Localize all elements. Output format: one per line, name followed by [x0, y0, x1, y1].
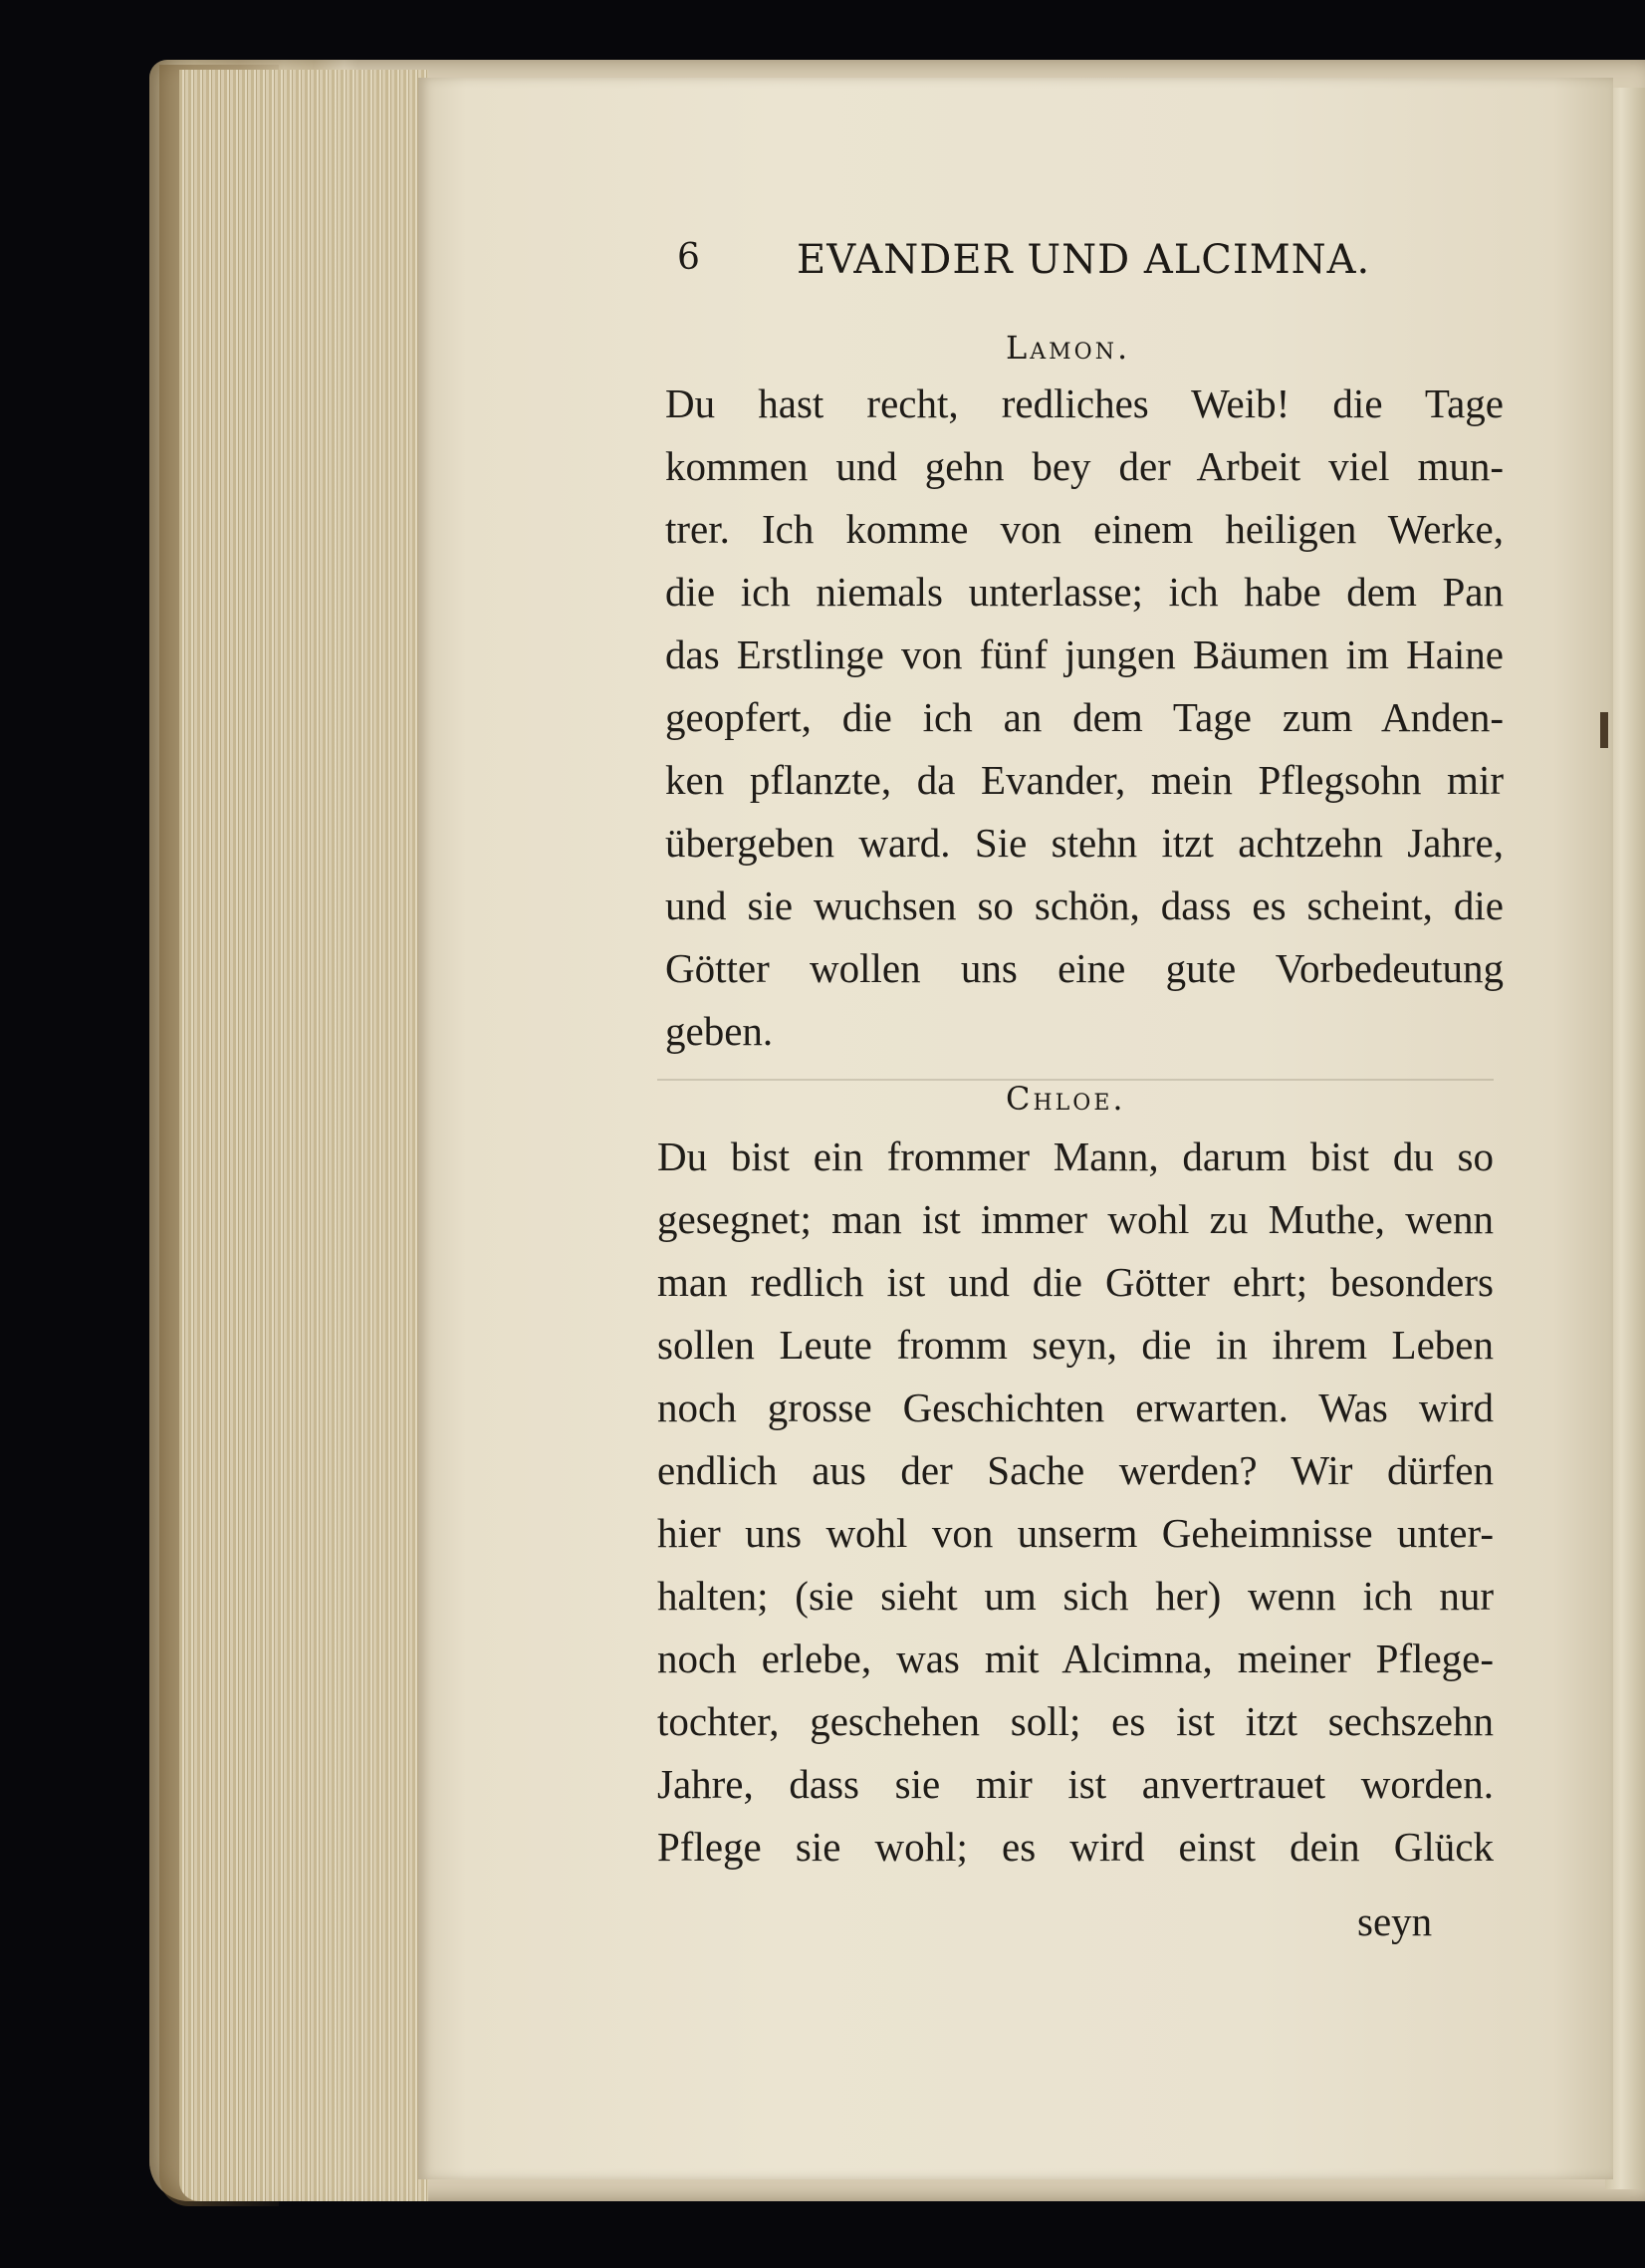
text-line: die ich niemals unterlasse; ich habe dem Pan [665, 569, 1504, 615]
chloe-speech [657, 1126, 1494, 1879]
text-line: noch grosse Geschichten erwarten. Was wird [657, 1385, 1494, 1430]
text-line: halten; (sie sieht um sich her) wenn ich nur [657, 1573, 1494, 1619]
text-line: noch erlebe, was mit Alcimna, meiner Pflege- [657, 1636, 1494, 1681]
text-line: trer. Ich komme von einem heiligen Werke, [665, 506, 1504, 552]
text-line: geopfert, die ich an dem Tage zum Anden- [665, 694, 1504, 740]
text-line: kommen und gehn bey der Arbeit viel mun- [665, 443, 1504, 489]
catchword: seyn [1357, 1898, 1433, 1944]
speaker-lamon: Lamon. [1006, 329, 1131, 367]
text-line: und sie wuchsen so schön, dass es scheint, die [665, 882, 1504, 928]
text-line: hier uns wohl von unserm Geheimnisse unter- [657, 1510, 1494, 1556]
lamon-speech [665, 373, 1504, 1063]
running-header [677, 237, 1414, 287]
text-line: Götter wollen uns eine gute Vorbedeutung [665, 945, 1504, 991]
text-line: tochter, geschehen soll; es ist itzt sechszehn [657, 1698, 1494, 1744]
text-line: das Erstlinge von fünf jungen Bäumen im Haine [665, 631, 1504, 677]
running-title: EVANDER UND ALCIMNA. [797, 237, 1371, 283]
text-line: man redlich ist und die Götter ehrt; besonders [657, 1259, 1494, 1305]
text-line: übergeben ward. Sie stehn itzt achtzehn Jahre, [665, 820, 1504, 866]
text-line: sollen Leute fromm seyn, die in ihrem Leben [657, 1322, 1494, 1368]
text-line: ken pflanzte, da Evander, mein Pflegsohn mir [665, 757, 1504, 803]
text-line: Jahre, dass sie mir ist anvertrauet worden. [657, 1761, 1494, 1807]
text-line: Du bist ein frommer Mann, darum bist du so [657, 1134, 1494, 1179]
text-line: endlich aus der Sache werden? Wir dürfen [657, 1447, 1494, 1493]
speaker-chloe: Chloe. [1006, 1080, 1126, 1118]
bookmark-stain [1600, 712, 1608, 748]
text-line: geben. [665, 1008, 774, 1054]
page-number: 6 [677, 237, 701, 278]
text-line: Du hast recht, redliches Weib! die Tage [665, 380, 1504, 426]
text-line: gesegnet; man ist immer wohl zu Muthe, wenn [657, 1196, 1494, 1242]
page-edges [179, 70, 428, 2201]
text-line: Pflege sie wohl; es wird einst dein Glück [657, 1824, 1494, 1870]
